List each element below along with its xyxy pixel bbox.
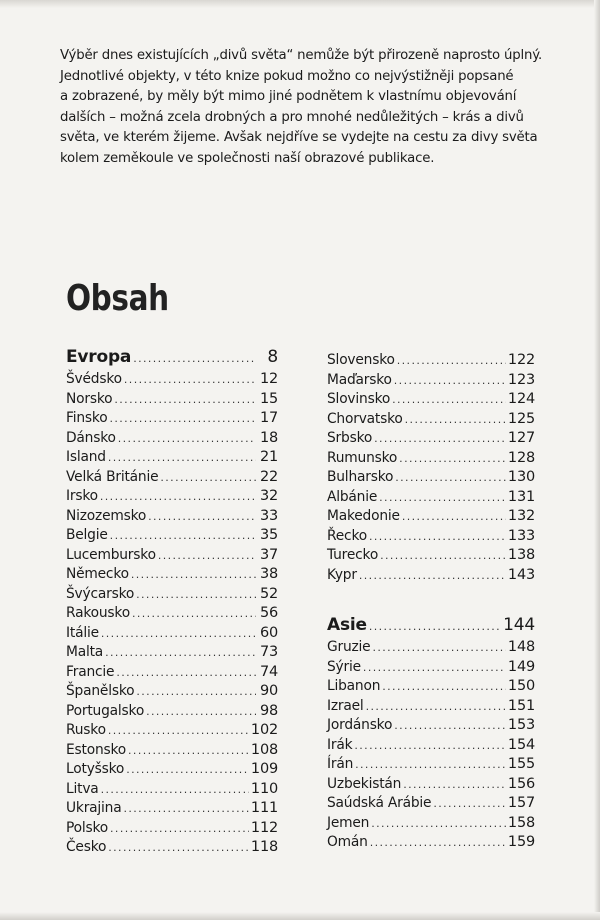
toc-entry (327, 776, 535, 796)
page-number: 74 (259, 663, 278, 680)
page-number: 155 (507, 756, 535, 772)
page-number: 131 (507, 488, 535, 505)
dot-leader (403, 778, 506, 791)
entry-name: Velká Británie (66, 468, 159, 485)
entry-name: Německo (66, 566, 129, 582)
dot-leader (146, 705, 256, 718)
toc-entry (66, 488, 278, 508)
dot-leader (109, 412, 256, 425)
entry-name: Kypr (327, 566, 357, 583)
entry-name: Maďarsko (327, 371, 392, 388)
toc-entry (66, 566, 278, 586)
page-number: 56 (259, 605, 278, 621)
dot-leader (369, 620, 501, 633)
page-number: 37 (259, 546, 278, 563)
dot-leader (158, 549, 256, 562)
page-number: 124 (507, 391, 535, 407)
dot-leader (380, 549, 506, 562)
dot-leader (136, 588, 256, 601)
dot-leader (124, 373, 256, 386)
page-number: 33 (259, 507, 278, 524)
page-number: 52 (259, 585, 278, 602)
entry-name: Švýcarsko (66, 585, 135, 602)
entry-name: Norsko (66, 390, 113, 407)
dot-leader (108, 724, 249, 737)
entry-name: Uzbekistán (327, 775, 402, 792)
page-number: 154 (507, 736, 535, 753)
page-number: 125 (507, 410, 535, 427)
entry-name: Lotyšsko (66, 761, 125, 777)
entry-name: Portugalsko (66, 702, 145, 719)
toc-entry (327, 352, 535, 372)
dot-leader (369, 530, 506, 543)
page-number: 8 (267, 347, 278, 367)
page-number: 22 (259, 468, 278, 485)
page-edge-bottom (0, 912, 600, 920)
dot-leader (133, 352, 256, 365)
toc-entry (327, 489, 535, 509)
toc-entry (327, 547, 535, 567)
entry-name: Lucembursko (66, 546, 156, 563)
dot-leader (126, 763, 249, 776)
page-edge-right (594, 0, 600, 920)
page-number: 112 (250, 819, 278, 836)
toc-entry (327, 450, 535, 470)
dot-leader (148, 510, 256, 523)
entry-name: Sýrie (327, 658, 361, 675)
toc-entry (66, 371, 278, 391)
page-number: 148 (507, 639, 535, 655)
entry-name: Island (66, 449, 106, 465)
entry-name: Estonsko (66, 741, 127, 758)
entry-name: Bulharsko (327, 469, 394, 485)
page-number: 32 (259, 488, 278, 504)
toc-entry (66, 586, 278, 606)
page-number: 102 (250, 722, 278, 738)
page-number: 17 (259, 410, 278, 426)
entry-name: Omán (327, 834, 368, 850)
page-number: 110 (250, 780, 278, 797)
intro-line: dalších – možná zcela drobných a pro mnohé nedůležitých – krás a divů (60, 109, 524, 125)
dot-leader (128, 744, 249, 757)
dot-leader (405, 413, 506, 426)
page-number: 15 (259, 390, 278, 407)
page-number: 60 (259, 624, 278, 641)
page-number: 35 (259, 527, 278, 543)
dot-leader (101, 783, 249, 796)
entry-name: Rakousko (66, 605, 130, 621)
toc-entry (327, 737, 535, 757)
toc-entry (327, 567, 535, 587)
toc-entry (66, 839, 278, 859)
page-number: 138 (507, 547, 535, 563)
toc-entry (327, 795, 535, 815)
page-number: 122 (507, 352, 535, 368)
entry-name: Polsko (66, 819, 109, 836)
page-number: 159 (507, 834, 535, 850)
entry-name: Řecko (327, 527, 367, 544)
page-number: 156 (507, 775, 535, 792)
intro-line: Jednotlivé objekty, v této knize pokud možno co nejvýstižněji popsané (60, 68, 514, 84)
dot-leader (382, 680, 506, 693)
dot-leader (160, 471, 256, 484)
page-number: 128 (507, 449, 535, 466)
entry-name: Jordánsko (327, 717, 393, 733)
toc-column-right (327, 352, 535, 854)
dot-leader (136, 685, 256, 698)
section-gap (327, 586, 535, 615)
toc-entry (327, 508, 535, 528)
dot-leader (123, 802, 248, 815)
page-number: 130 (507, 469, 535, 485)
toc-entry (66, 644, 278, 664)
page-number: 153 (507, 717, 535, 733)
entry-name: Finsko (66, 410, 108, 426)
dot-leader (110, 822, 249, 835)
entry-name: Francie (66, 663, 115, 680)
toc-entry (327, 528, 535, 548)
dot-leader (355, 758, 506, 771)
toc-title: Obsah (66, 278, 169, 319)
dot-leader (370, 836, 506, 849)
toc-entry (66, 703, 278, 723)
dot-leader (108, 451, 256, 464)
toc-entry (327, 678, 535, 698)
page-number: 158 (507, 814, 535, 831)
dot-leader (100, 490, 256, 503)
section-name: Evropa (66, 347, 132, 367)
toc-entry (66, 469, 278, 489)
page-number: 90 (259, 683, 278, 699)
entry-name: Rumunsko (327, 449, 398, 466)
toc-entry (327, 698, 535, 718)
entry-name: Makedonie (327, 508, 400, 524)
toc-entry (66, 820, 278, 840)
toc-entry (66, 664, 278, 684)
entry-name: Jemen (327, 814, 370, 831)
entry-name: Chorvatsko (327, 410, 403, 427)
page-number: 118 (250, 839, 278, 855)
entry-name: Slovensko (327, 352, 395, 368)
dot-leader (101, 627, 256, 640)
toc-entry (66, 742, 278, 762)
toc-entry (327, 639, 535, 659)
entry-name: Litva (66, 780, 99, 797)
entry-name: Belgie (66, 527, 108, 543)
toc-section-heading (66, 347, 278, 371)
page-number: 144 (503, 615, 535, 635)
entry-name: Irsko (66, 488, 98, 504)
toc-entry (66, 781, 278, 801)
entry-name: Malta (66, 644, 104, 660)
page-number: 73 (259, 644, 278, 660)
entry-name: Turecko (327, 547, 379, 563)
toc-entry (66, 410, 278, 430)
dot-leader (374, 432, 506, 445)
entry-name: Irák (327, 736, 353, 753)
entry-name: Dánsko (66, 429, 116, 446)
entry-name: Saúdská Arábie (327, 795, 432, 811)
entry-name: Španělsko (66, 683, 135, 699)
toc-entry (66, 527, 278, 547)
page-number: 133 (507, 527, 535, 544)
dot-leader (359, 569, 506, 582)
dot-leader (110, 529, 256, 542)
toc-entry (66, 449, 278, 469)
page-number: 108 (250, 741, 278, 758)
page-number: 149 (507, 658, 535, 675)
toc-entry (327, 834, 535, 854)
entry-name: Rusko (66, 722, 106, 738)
toc-entry (66, 508, 278, 528)
intro-line: Výběr dnes existujících „divů světa“ nemůže být přirozeně naprosto úplný. (60, 48, 543, 63)
toc-entry (66, 722, 278, 742)
dot-leader (132, 607, 256, 620)
dot-leader (354, 739, 506, 752)
dot-leader (118, 432, 256, 445)
dot-leader (371, 817, 506, 830)
page-number: 123 (507, 371, 535, 388)
page-number: 127 (507, 430, 535, 446)
entry-name: Česko (66, 839, 107, 855)
toc-entry (327, 469, 535, 489)
intro-line: světa, ve kterém žijeme. Avšak nejdříve se vydejte na cestu za divy světa (60, 130, 538, 145)
entry-name: Albánie (327, 488, 378, 505)
dot-leader (114, 393, 256, 406)
dot-leader (399, 452, 506, 465)
entry-name: Izrael (327, 697, 364, 714)
dot-leader (363, 661, 506, 674)
toc-entry (66, 800, 278, 820)
toc-entry (66, 625, 278, 645)
dot-leader (131, 568, 256, 581)
toc-entry (66, 430, 278, 450)
dot-leader (397, 354, 506, 367)
dot-leader (116, 666, 256, 679)
entry-name: Slovinsko (327, 391, 391, 407)
toc-entry (327, 756, 535, 776)
page-number: 150 (507, 678, 535, 694)
page-number: 151 (507, 697, 535, 714)
toc-entry (327, 372, 535, 392)
dot-leader (379, 491, 506, 504)
toc-entry (66, 391, 278, 411)
entry-name: Nizozemsko (66, 507, 147, 524)
page-edge-top (0, 0, 600, 8)
toc-entry (66, 547, 278, 567)
toc-entry (327, 659, 535, 679)
toc-entry (327, 411, 535, 431)
dot-leader (394, 374, 506, 387)
toc-entry (66, 683, 278, 703)
dot-leader (372, 641, 505, 654)
page-number: 109 (250, 761, 278, 777)
page-number: 98 (259, 702, 278, 719)
dot-leader (395, 471, 506, 484)
section-name: Asie (327, 615, 367, 635)
intro-paragraph (60, 46, 560, 169)
page-number: 111 (250, 800, 278, 816)
dot-leader (402, 510, 506, 523)
page-number: 38 (259, 566, 278, 582)
toc-entry (327, 717, 535, 737)
dot-leader (392, 393, 506, 406)
entry-name: Libanon (327, 678, 381, 694)
toc-entry (66, 761, 278, 781)
entry-name: Írán (327, 756, 354, 772)
entry-name: Srbsko (327, 430, 373, 446)
page-number: 157 (507, 795, 535, 811)
dot-leader (366, 700, 506, 713)
page-number: 12 (259, 371, 278, 387)
intro-line: kolem zeměkoule ve společnosti naší obrazové publikace. (60, 150, 435, 166)
dot-leader (105, 646, 256, 659)
toc-entry (66, 605, 278, 625)
dot-leader (433, 797, 506, 810)
dot-leader (108, 841, 249, 854)
intro-line: a zobrazené, by měly být mimo jiné podnětem k vlastnímu objevování (60, 89, 517, 104)
toc-column-left (66, 347, 278, 859)
toc-entry (327, 391, 535, 411)
entry-name: Ukrajina (66, 800, 122, 816)
page-number: 21 (259, 449, 278, 465)
page-number: 143 (507, 566, 535, 583)
dot-leader (394, 719, 506, 732)
entry-name: Gruzie (327, 639, 371, 655)
toc-section-heading (327, 615, 535, 639)
entry-name: Švédsko (66, 371, 122, 387)
toc-entry (327, 430, 535, 450)
page-number: 132 (507, 508, 535, 524)
page-number: 18 (259, 429, 278, 446)
entry-name: Itálie (66, 624, 99, 641)
toc-entry (327, 815, 535, 835)
